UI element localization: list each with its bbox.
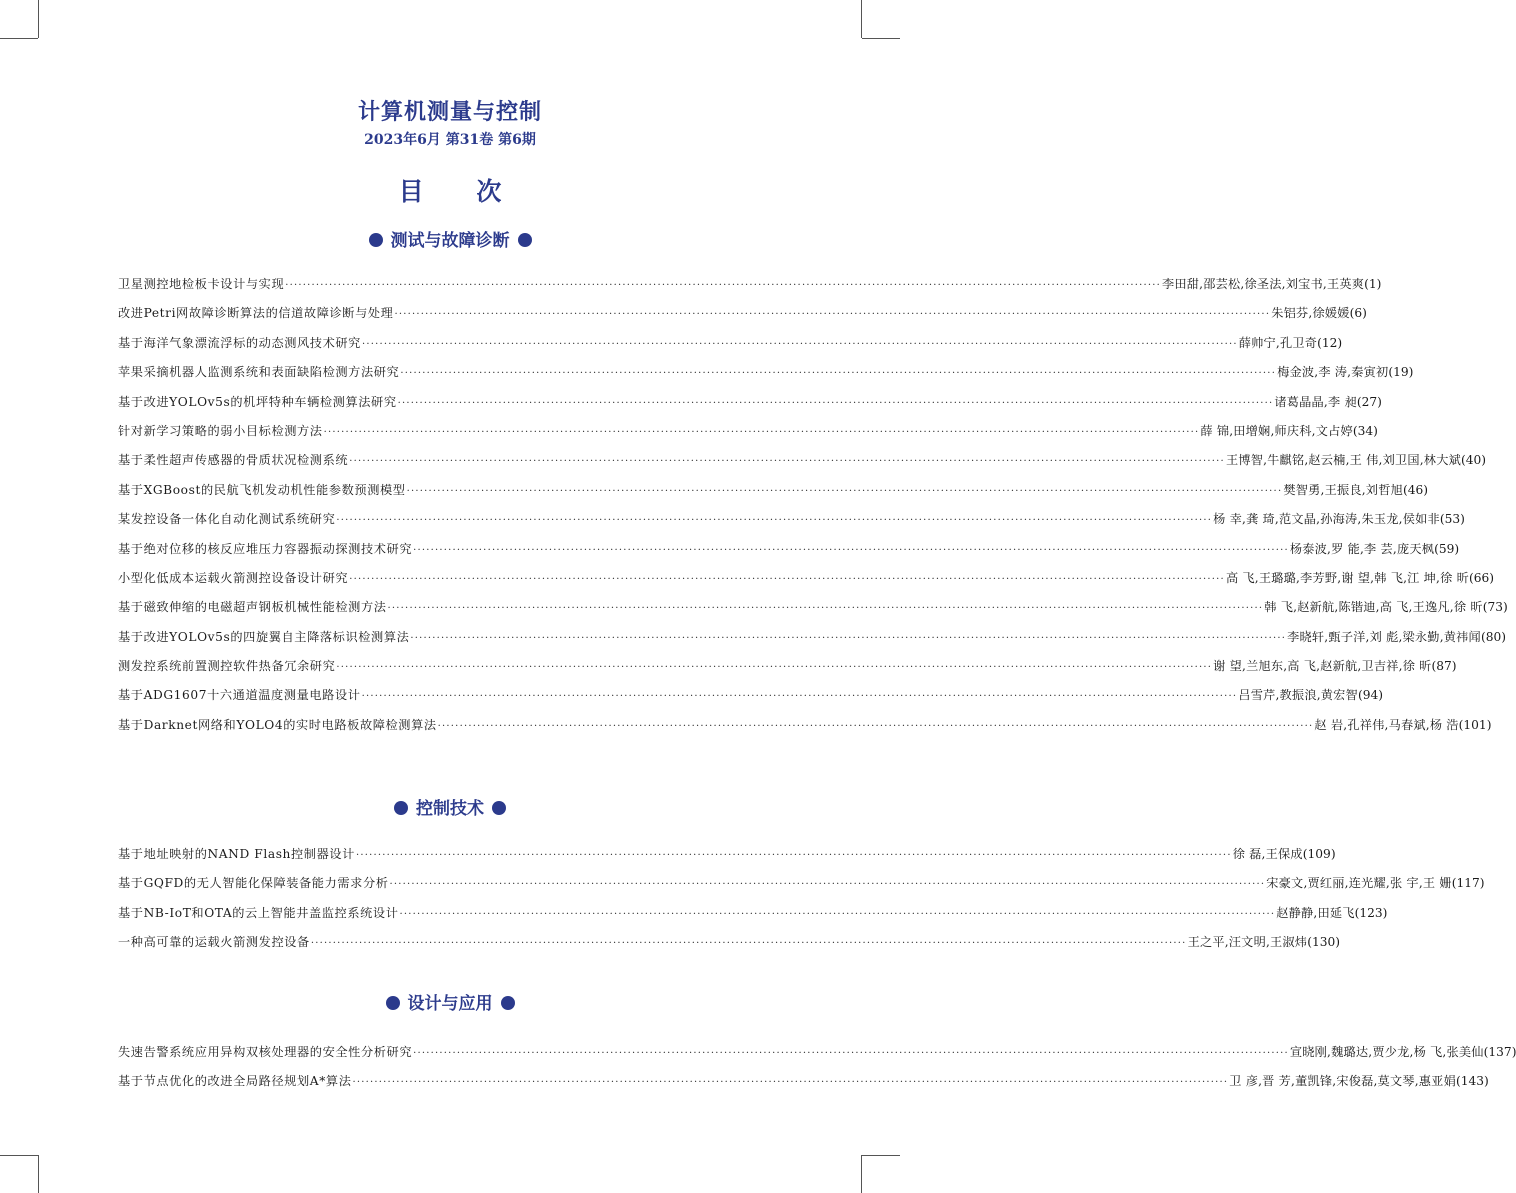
article-authors: 诸葛晶晶,李 昶 <box>1274 394 1357 409</box>
dot-leader: ········································································································································································································ <box>323 426 1200 438</box>
toc-entry[interactable] <box>118 840 1336 869</box>
dot-leader: ········································································································································································································ <box>413 1048 1289 1059</box>
page-number: (59) <box>1434 541 1460 556</box>
article-authors: 李田甜,邵芸松,徐圣法,刘宝书,王英爽 <box>1162 277 1365 291</box>
dot-leader: ········································································································································································································ <box>387 603 1264 615</box>
article-title: 基于地址映射的NAND Flash控制器设计 <box>118 847 355 861</box>
section-entries-testing <box>118 270 1508 740</box>
dot-leader: ········································································································································································································ <box>400 368 1277 380</box>
page-number: (87) <box>1431 659 1457 674</box>
article-title: 基于改进YOLOv5s的机坪特种车辆检测算法研究 <box>118 394 397 409</box>
article-title: 基于GQFD的无人智能化保障装备能力需求分析 <box>118 876 389 891</box>
toc-entry[interactable] <box>118 1038 1516 1067</box>
article-authors: 宋豪文,贾红丽,连光耀,张 宇,王 姗 <box>1266 876 1452 891</box>
toc-entry[interactable] <box>118 593 1508 622</box>
bullet-dot-icon <box>386 996 400 1010</box>
toc-entry[interactable] <box>118 476 1428 505</box>
crop-mark-top-left-h <box>0 38 38 39</box>
toc-entry[interactable] <box>118 869 1485 898</box>
dot-leader: ········································································································································································································ <box>399 908 1276 920</box>
article-title: 改进Petri网故障诊断算法的信道故障诊断与处理 <box>118 306 394 321</box>
bullet-dot-icon <box>492 801 506 815</box>
toc-entry[interactable] <box>118 1067 1489 1096</box>
article-title: 基于节点优化的改进全局路径规划A*算法 <box>118 1074 352 1089</box>
article-title: 基于磁致伸缩的电磁超声钢板机械性能检测方法 <box>118 600 387 615</box>
article-title: 一种高可靠的运载火箭测发控设备 <box>118 935 310 950</box>
dot-leader: ········································································································································································································ <box>389 879 1266 891</box>
dot-leader: ········································································································································································································ <box>310 938 1187 950</box>
crop-mark-bottom-left-h <box>0 1155 38 1156</box>
page-number: (46) <box>1402 482 1428 497</box>
page-number: (80) <box>1480 629 1506 644</box>
article-authors: 卫 彦,晋 芳,董凯锋,宋俊磊,莫文琴,惠亚娟 <box>1229 1074 1456 1089</box>
toc-entry[interactable] <box>118 711 1492 740</box>
dot-leader: ········································································································································································································ <box>355 850 1232 861</box>
section-heading-control: 控制技术 <box>0 794 900 819</box>
section-heading-design: 设计与应用 <box>0 989 900 1014</box>
toc-entry[interactable] <box>118 564 1494 593</box>
page-number: (94) <box>1357 688 1383 703</box>
toc-entry[interactable] <box>118 623 1506 652</box>
article-authors: 徐 磊,王保成 <box>1232 847 1303 861</box>
article-title: 针对新学习策略的弱小目标检测方法 <box>118 423 323 438</box>
article-authors: 薛帅宁,孔卫奇 <box>1238 335 1318 350</box>
article-title: 基于改进YOLOv5s的四旋翼自主降落标识检测算法 <box>118 629 410 644</box>
bullet-dot-icon <box>369 233 383 247</box>
page-number: (6) <box>1349 306 1367 321</box>
dot-leader: ········································································································································································································ <box>394 309 1271 321</box>
page-number: (109) <box>1302 847 1336 861</box>
article-authors: 高 飞,王璐璐,李芳野,谢 望,韩 飞,江 坤,徐 昕 <box>1225 570 1469 585</box>
page-number: (12) <box>1317 335 1343 350</box>
article-authors: 宣晓刚,魏璐达,贾少龙,杨 飞,张美仙 <box>1289 1045 1484 1059</box>
page-number: (34) <box>1352 423 1378 438</box>
article-title: 测发控系统前置测控软件热备冗余研究 <box>118 659 336 674</box>
article-title: 基于ADG1607十六通道温度测量电路设计 <box>118 688 361 703</box>
article-title: 基于NB-IoT和OTA的云上智能井盖监控系统设计 <box>118 905 399 920</box>
bullet-dot-icon <box>394 801 408 815</box>
crop-mark-bottom-right-v <box>861 1155 862 1193</box>
dot-leader: ········································································································································································································ <box>349 456 1225 468</box>
journal-title: 计算机测量与控制 <box>357 100 542 125</box>
article-authors: 杨泰波,罗 能,李 芸,庞天枫 <box>1289 541 1435 556</box>
article-title: 基于海洋气象漂流浮标的动态测风技术研究 <box>118 335 361 350</box>
article-authors: 吕雪芹,教振浪,黄宏智 <box>1238 688 1358 703</box>
crop-mark-bottom-right-h <box>862 1155 900 1156</box>
dot-leader: ········································································································································································································ <box>413 544 1289 556</box>
article-authors: 梅金波,李 涛,秦寅初 <box>1277 365 1389 380</box>
article-title: 基于Darknet网络和YOLO4的实时电路板故障检测算法 <box>118 717 437 732</box>
toc-entry[interactable] <box>118 358 1414 387</box>
article-title: 小型化低成本运载火箭测控设备设计研究 <box>118 570 349 585</box>
toc-entry[interactable] <box>118 652 1457 681</box>
article-authors: 樊智勇,王振良,刘哲旭 <box>1283 482 1403 497</box>
page-number: (143) <box>1455 1074 1489 1089</box>
bullet-dot-icon <box>501 996 515 1010</box>
dot-leader: ········································································································································································································ <box>349 573 1225 585</box>
article-title: 基于柔性超声传感器的骨质状况检测系统 <box>118 453 349 468</box>
article-title: 卫星测控地检板卡设计与实现 <box>118 277 285 291</box>
article-authors: 朱铝芬,徐媛媛 <box>1271 306 1350 321</box>
toc-title: 目 次 <box>398 177 524 206</box>
article-authors: 谢 望,兰旭东,高 飞,赵新航,卫吉祥,徐 昕 <box>1213 659 1432 674</box>
page-number: (27) <box>1356 394 1382 409</box>
toc-entry[interactable] <box>118 329 1343 358</box>
dot-leader: ········································································································································································································ <box>410 632 1287 644</box>
toc-entry[interactable] <box>118 388 1382 417</box>
toc-entry[interactable] <box>118 505 1465 534</box>
article-authors: 王博智,牛麒铭,赵云楠,王 伟,刘卫国,林大斌 <box>1225 453 1461 468</box>
toc-entry[interactable] <box>118 270 1382 299</box>
article-authors: 王之平,汪文明,王淑炜 <box>1187 935 1308 950</box>
dot-leader: ········································································································································································································ <box>437 720 1314 732</box>
article-title: 基于XGBoost的民航飞机发动机性能参数预测模型 <box>118 482 406 497</box>
page-number: (117) <box>1451 876 1485 891</box>
section-entries-control <box>118 840 1485 958</box>
article-authors: 赵静静,田延飞 <box>1276 905 1355 920</box>
toc-entry[interactable] <box>118 928 1340 957</box>
page-number: (66) <box>1468 570 1494 585</box>
page-number: (130) <box>1307 935 1340 950</box>
page-number: (137) <box>1483 1045 1516 1059</box>
toc-entry[interactable] <box>118 899 1388 928</box>
section-heading-testing: 测试与故障诊断 <box>0 226 900 251</box>
toc-entry[interactable] <box>118 446 1487 475</box>
article-title: 基于绝对位移的核反应堆压力容器振动探测技术研究 <box>118 541 413 556</box>
article-title: 苹果采摘机器人监测系统和表面缺陷检测方法研究 <box>118 365 400 380</box>
page-number: (40) <box>1460 453 1487 468</box>
dot-leader: ········································································································································································································ <box>397 397 1274 409</box>
article-title: 失速告警系统应用异构双核处理器的安全性分析研究 <box>118 1045 413 1059</box>
crop-mark-top-left-v <box>38 0 39 38</box>
bullet-dot-icon <box>518 233 532 247</box>
article-authors: 李晓轩,甄子洋,刘 彪,梁永勤,黄祎闻 <box>1287 629 1481 644</box>
article-authors: 韩 飞,赵新航,陈锴迪,高 飞,王逸凡,徐 昕 <box>1264 600 1483 615</box>
page-number: (53) <box>1439 512 1465 527</box>
page-number: (73) <box>1482 600 1508 615</box>
crop-mark-top-right-v <box>861 0 862 38</box>
dot-leader: ········································································································································································································ <box>406 485 1283 497</box>
dot-leader: ········································································································································································································ <box>336 662 1213 674</box>
page-number: (123) <box>1354 905 1388 920</box>
article-authors: 薛 锦,田增娴,师庆科,文占婷 <box>1200 423 1353 438</box>
dot-leader: ········································································································································································································ <box>285 280 1161 291</box>
page-number: (19) <box>1388 365 1414 380</box>
crop-mark-bottom-left-v <box>38 1155 39 1193</box>
article-authors: 赵 岩,孔祥伟,马春斌,杨 浩 <box>1314 717 1459 732</box>
toc-entry[interactable] <box>118 299 1367 328</box>
toc-entry[interactable] <box>118 681 1383 710</box>
dot-leader: ········································································································································································································ <box>361 338 1238 350</box>
article-authors: 杨 幸,龚 琦,范文晶,孙海涛,朱玉龙,侯如非 <box>1213 512 1440 527</box>
dot-leader: ········································································································································································································ <box>336 515 1213 527</box>
section-entries-design <box>118 1038 1516 1097</box>
toc-entry[interactable] <box>118 417 1378 446</box>
article-title: 某发控设备一体化自动化测试系统研究 <box>118 512 336 527</box>
dot-leader: ········································································································································································································ <box>361 691 1238 703</box>
page-number: (1) <box>1364 277 1382 291</box>
dot-leader: ········································································································································································································ <box>352 1077 1229 1089</box>
issue-line: 2023年6月 第31卷 第6期 <box>364 132 536 148</box>
crop-mark-top-right-h <box>862 38 900 39</box>
page-number: (101) <box>1458 717 1492 732</box>
toc-entry[interactable] <box>118 535 1460 564</box>
